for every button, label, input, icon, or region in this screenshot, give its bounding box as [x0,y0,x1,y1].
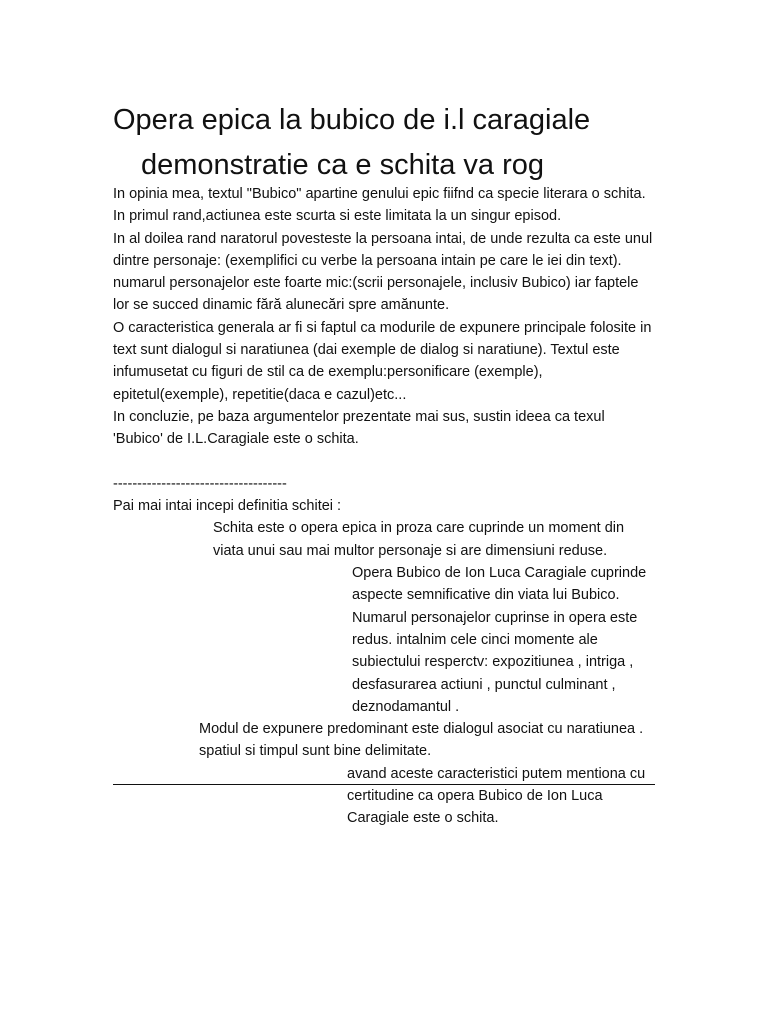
answer1-paragraph-2: In primul rand,actiunea este scurta si este limitata la un singur episod. [113,208,562,225]
answer2-paragraph-4: avand aceste caracteristici putem mentiona cu certitudine ca opera Bubico de Ion Luca Caragiale este o schita. [347,765,646,827]
title-line-2: demonstratie ca e schita va rog [141,149,544,181]
answer1-paragraph-4: O caracteristica generala ar fi si faptul ca modurile de expunere principale folosite in text sunt dialogul si naratiunea (dai exemple de dialog si naratiune). Textul este infumusetat cu figuri de stil ca de exemplu:personificare (exemple), epitetul(exemple), repetitie(daca e cazul)etc... [113,319,652,403]
answer2-paragraph-2: Opera Bubico de Ion Luca Caragiale cuprinde aspecte semnificative din viata lui Bubico. Numarul personajelor cuprinse in opera este redus. intalnim cele cinci momente ale subiectului resperctv: expozitiunea , intriga , desfasurarea actiuni , punctul culminant , deznodamantul . [352,565,647,715]
document-body [113,183,658,830]
answer1-paragraph-1: In opinia mea, textul "Bubico" apartine genului epic fiifnd ca specie literara o schita. [113,186,646,202]
title-line-1: Opera epica la bubico de i.l caragiale [113,104,591,136]
answer2-paragraph-3: Modul de expunere predominant este dialogul asociat cu naratiunea . spatiul si timpul sunt bine delimitate. [199,721,644,760]
answer2-paragraph-1: Schita este o opera epica in proza care cuprinde un moment din viata unui sau mai multor personaje si are dimensiuni reduse. [213,520,625,559]
document-title [113,98,673,188]
answer2-intro: Pai mai intai incepi definitia schitei : [113,498,342,515]
answer1-paragraph-3: In al doilea rand naratorul povesteste la persoana intai, de unde rezulta ca este unul dintre personaje: (exemplifici cu verbe la persoana intain pe care le iei din text). numarul personajelor este foarte mic:(scrii personajele, inclusiv Bubico) iar faptele lor se succed dinamic fără alunecări spre amănunte. [113,230,653,314]
separator-line: ------------------------------------ [113,475,287,492]
bottom-rule [113,784,655,785]
answer1-paragraph-5: In concluzie, pe baza argumentelor prezentate mai sus, sustin ideea ca texul 'Bubico' de I.L.Caragiale este o schita. [113,408,605,448]
blank-line [113,451,658,473]
